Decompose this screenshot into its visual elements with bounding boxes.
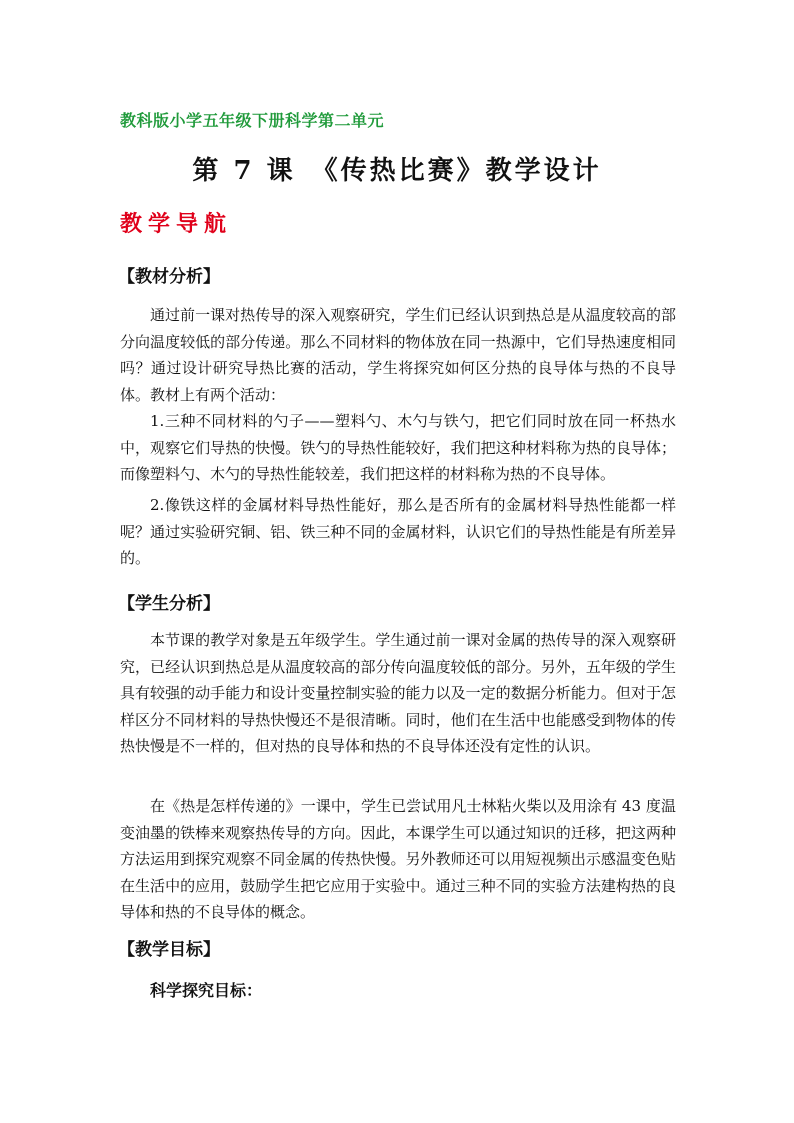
teaching-goals-heading: 【教学目标】 xyxy=(118,940,220,960)
science-inquiry-goals-label: 科学探究目标： xyxy=(150,981,263,1000)
teaching-navigation-heading: 教学导航 xyxy=(120,211,233,237)
series-label: 教科版小学五年级下册科学第二单元 xyxy=(120,111,385,130)
lesson-title: 第 7 课 《传热比赛》教学设计 xyxy=(192,156,602,186)
material-analysis-heading: 【教材分析】 xyxy=(118,267,220,287)
student-paragraph-1: 本节课的教学对象是五年级学生。学生通过前一课对金属的热传导的深入观察研究，已经认识到热总是从温度较高的部分传向温度较低的部分。另外，五年级的学生具有较强的动手能力和设计变量控制实验的能力以及一定的数据分析能力。但对于怎样区分不同材料的导热快慢还不是很清晰。同时，他们在生活中也能感受到物体的传热快慢是不一样的，但对热的良导体和热的不良导体还没有定性的认识。 xyxy=(120,631,676,755)
student-paragraph-2: 在《热是怎样传递的》一课中，学生已尝试用凡士林粘火柴以及用涂有 43 度温变油墨的铁棒来观察热传导的方向。因此，本课学生可以通过知识的迁移，把这两种方法运用到探究观察不同金属的传热快慢。另外教师还可以用短视频出示感温变色贴在生活中的应用，鼓励学生把它应用于实验中。通过三种不同的实验方法建构热的良导体和热的不良导体的概念。 xyxy=(120,797,676,921)
student-analysis-heading: 【学生分析】 xyxy=(118,594,220,614)
material-paragraph-3: 2.像铁这样的金属材料导热性能好，那么是否所有的金属材料导热性能都一样呢？通过实验研究铜、铝、铁三种不同的金属材料，认识它们的导热性能是有所差异的。 xyxy=(120,496,676,567)
material-paragraph-1: 通过前一课对热传导的深入观察研究，学生们已经认识到热总是从温度较高的部分向温度较低的部分传递。那么不同材料的物体放在同一热源中，它们导热速度相同吗？通过设计研究导热比赛的活动，学生将探究如何区分热的良导体与热的不良导体。教材上有两个活动： xyxy=(120,306,676,404)
material-paragraph-2: 1.三种不同材料的勺子——塑料勺、木勺与铁勺，把它们同时放在同一杯热水中，观察它们导热的快慢。铁勺的导热性能较好，我们把这种材料称为热的良导体；而像塑料勺、木勺的导热性能较差，我们把这样的材料称为热的不良导体。 xyxy=(120,412,676,483)
